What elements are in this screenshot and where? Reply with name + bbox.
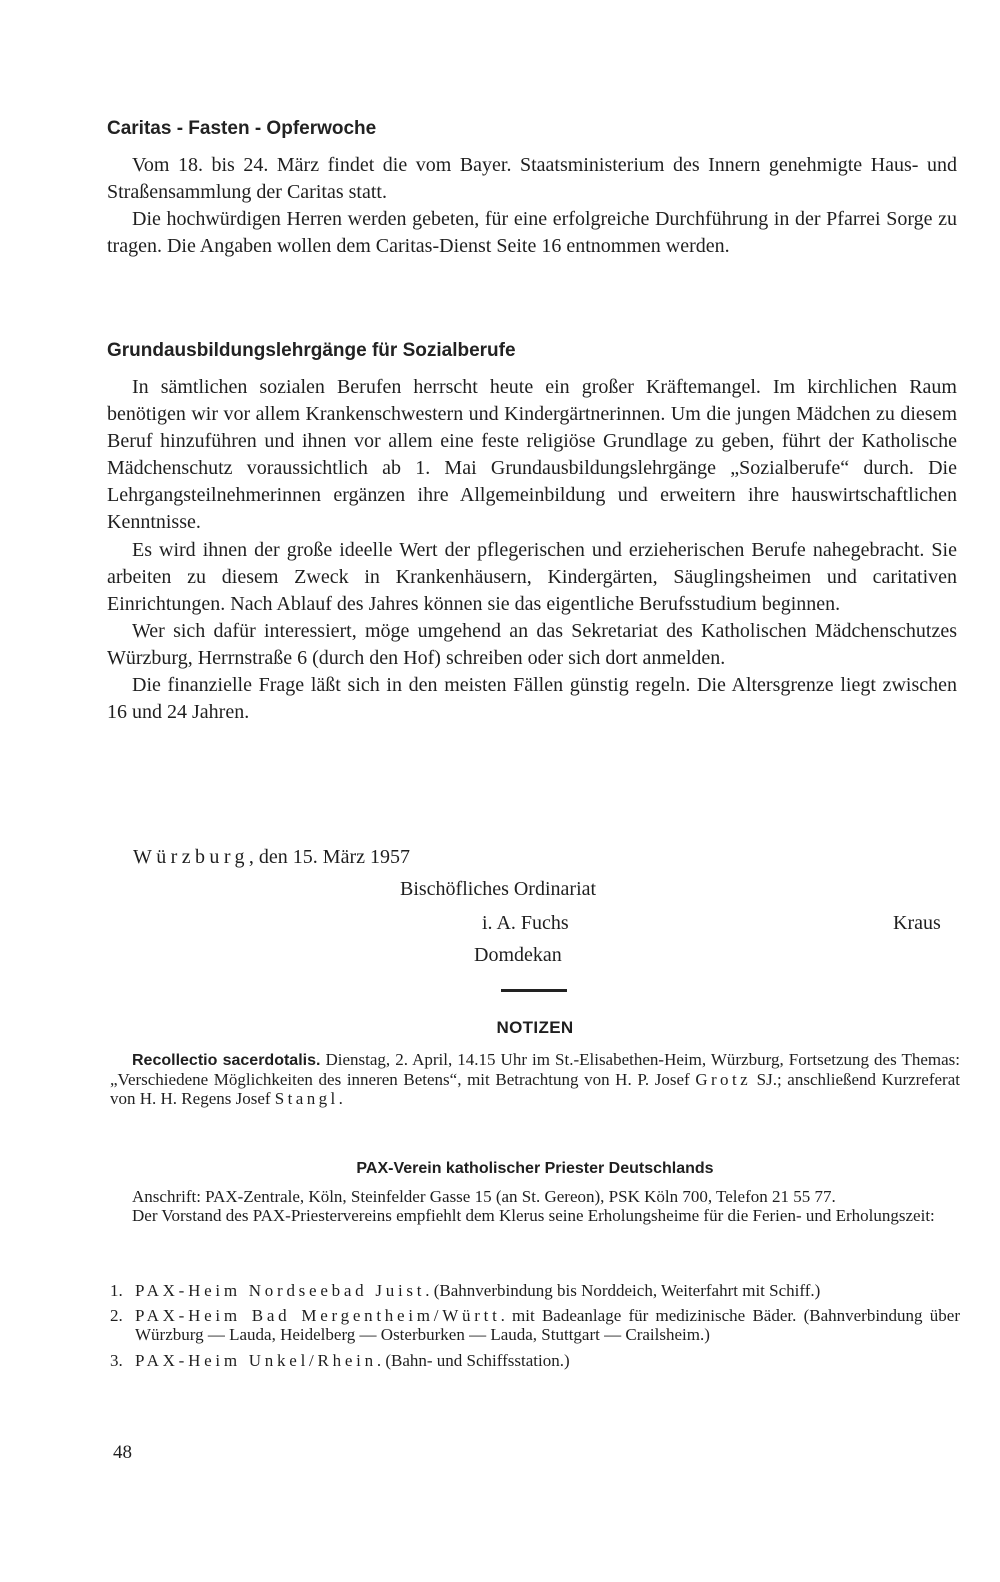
list-number: 1.: [110, 1281, 123, 1300]
page-number: 48: [113, 1442, 132, 1463]
recollectio-paragraph: [110, 1050, 960, 1109]
signature-place: Würzburg: [133, 846, 249, 868]
paragraph: In sämtlichen sozialen Berufen herrscht heute ein großer Kräftemangel. Im kirchlichen Raum benötigen wir vor allem Krankenschwestern und Kindergärtnerinnen. Um die jungen Mädchen zu diesem Beruf hinzuführen und ihnen vor allem eine feste religiöse Grundlage zu geben, führt der Katholische Mädchenschutz voraussichtlich ab 1. Mai Grundausbildungslehrgänge „Sozialberufe“ durch. Die Lehrgangsteilnehmerinnen ergänzen ihre Allgemeinbildung und erweitern ihre hauswirtschaftlichen Kenntnisse.: [107, 376, 957, 534]
home-name: PAX-Heim Unkel/Rhein: [135, 1350, 377, 1370]
section-heading-caritas: Caritas - Fasten - Opferwoche: [107, 118, 377, 139]
paragraph: Vom 18. bis 24. März findet die vom Bayer. Staatsministerium des Innern genehmigte Haus- und Straßensammlung der Caritas statt.: [107, 154, 957, 204]
recollectio-lead: Recollectio sacerdotalis.: [132, 1052, 321, 1069]
paragraph: Die hochwürdigen Herren werden gebeten, für eine erfolgreiche Durchführung in der Pfarrei Sorge zu tragen. Die Angaben wollen dem Caritas-Dienst Seite 16 entnommen werden.: [107, 208, 957, 258]
signature-title: Domdekan: [474, 944, 562, 966]
list-number: 3.: [110, 1350, 123, 1370]
divider: [501, 989, 567, 992]
recollectio-text-1: Dienstag, 2. April, 14.15 Uhr im St.-Elisabethen-Heim, Würzburg, Fortsetzung des Themas: „Verschiedene Möglichkeiten des inneren Betens“, mit Betrachtung von H. P. Josef: [110, 1050, 960, 1090]
pax-homes-list: [110, 1281, 960, 1376]
home-name: PAX-Heim Nordseebad Juist: [135, 1281, 426, 1300]
pax-heading: PAX-Verein katholischer Priester Deutschlands: [356, 1160, 714, 1177]
notizen-heading: NOTIZEN: [496, 1018, 574, 1037]
recollectio-name-2: Stangl: [274, 1089, 339, 1109]
list-item: [110, 1281, 960, 1300]
recollectio-name-1: Grotz: [695, 1070, 752, 1090]
paragraph: Es wird ihnen der große ideelle Wert der pflegerischen und erzieherischen Berufe nahegebracht. Sie arbeiten zu diesem Zweck in Krankenhäusern, Kindergärten, Säuglingsheimen und caritativen Einrichtungen. Nach Ablauf des Jahres können sie das eigentliche Berufsstudium beginnen.: [107, 538, 957, 615]
section-heading-sozialberufe: Grundausbildungslehrgänge für Sozialberufe: [107, 340, 516, 361]
list-item: [110, 1306, 960, 1344]
paragraph: Die finanzielle Frage läßt sich in den meisten Fällen günstig regeln. Die Altersgrenze liegt zwischen 16 und 24 Jahren.: [107, 674, 957, 724]
signature-other: Kraus: [893, 912, 941, 934]
home-details: . (Bahn- und Schiffsstation.): [376, 1350, 570, 1370]
list-number: 2.: [110, 1306, 123, 1326]
recollectio-text: [110, 1050, 960, 1109]
pax-intro: Der Vorstand des PAX-Priestervereins empfiehlt dem Klerus seine Erholungsheime für die Ferien- und Erholungszeit:: [132, 1206, 935, 1226]
signature-date: , den 15. März 1957: [248, 846, 410, 868]
home-details: . mit Badeanlage für medizinische Bäder. (Bahnverbindung über Würzburg — Lauda, Heidelberg — Osterburken — Lauda, Stuttgart — Crailsheim.): [135, 1306, 960, 1345]
pax-address: Anschrift: PAX-Zentrale, Köln, Steinfelder Gasse 15 (an St. Gereon), PSK Köln 700, Telefon 21 55 77.: [132, 1187, 836, 1206]
pax-body: [110, 1187, 960, 1225]
home-name: PAX-Heim Bad Mergentheim/Württ: [135, 1306, 501, 1326]
paragraph: Wer sich dafür interessiert, möge umgehend an das Sekretariat des Katholischen Mädchenschutzes Würzburg, Herrnstraße 6 (durch den Hof) schreiben oder sich dort anmelden.: [107, 619, 957, 669]
section-body-sozialberufe: [107, 374, 957, 726]
home-details: . (Bahnverbindung bis Norddeich, Weiterfahrt mit Schiff.): [425, 1281, 821, 1300]
recollectio-text-2: SJ.; anschließend Kurzreferat von H. H. Regens Josef: [110, 1070, 960, 1109]
recollectio-text-3: .: [338, 1089, 343, 1109]
signature-place-date: [133, 846, 410, 869]
list-item: [110, 1351, 960, 1370]
signature-office: Bischöfliches Ordinariat: [400, 878, 597, 900]
section-body-caritas: [107, 152, 957, 260]
signature-signer: i. A. Fuchs: [482, 912, 569, 934]
